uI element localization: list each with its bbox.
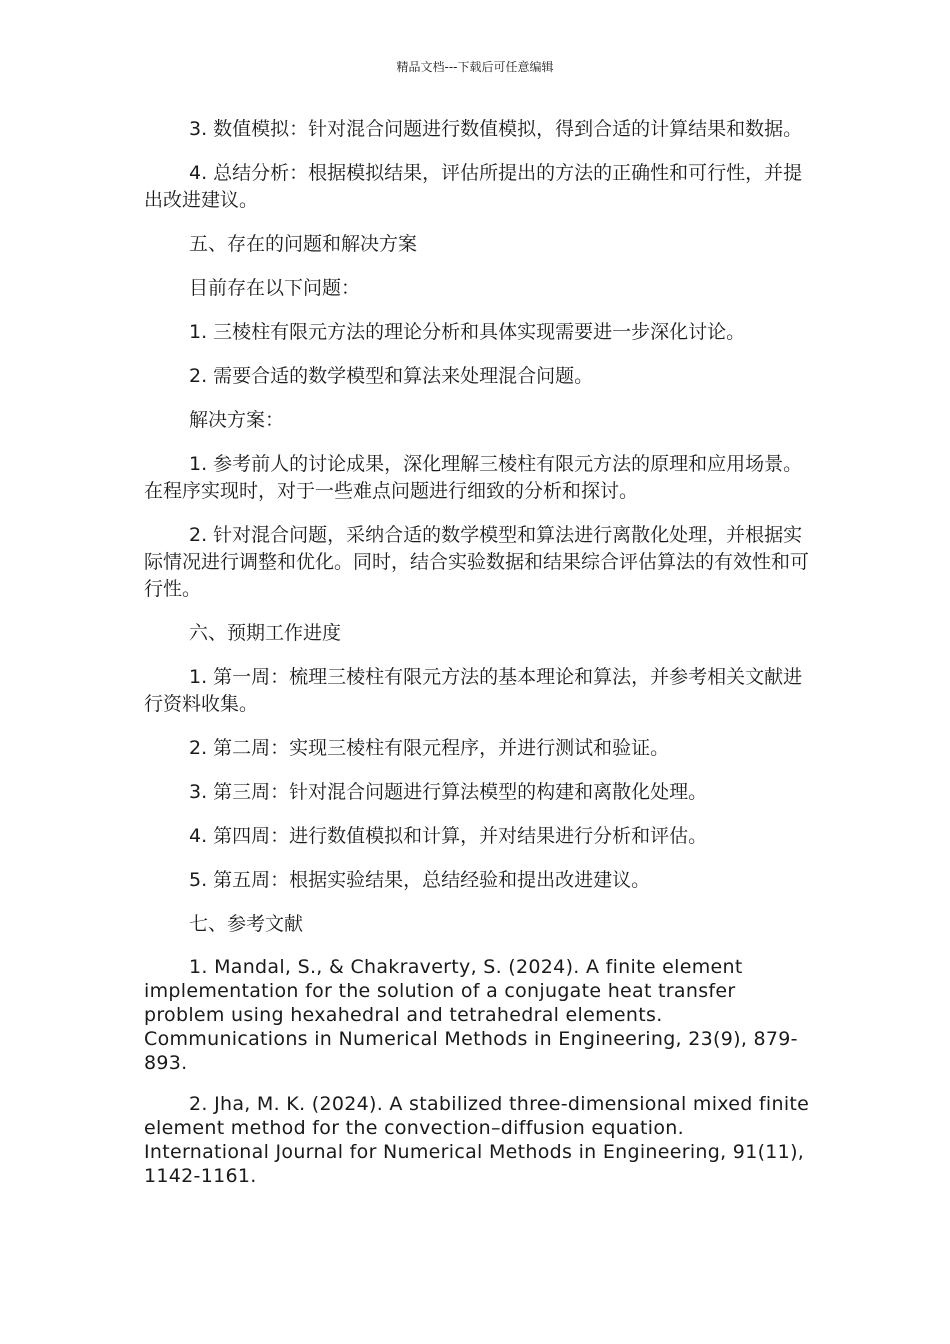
paragraph-week-5: 5. 第五周：根据实验结果，总结经验和提出改进建议。 (189, 869, 651, 891)
paragraph-step-3: 3. 数值模拟：针对混合问题进行数值模拟，得到合适的计算结果和数据。 (189, 118, 803, 140)
section-heading-5: 五、存在的问题和解决方案 (189, 233, 418, 255)
paragraph-solution-1: 1. 参考前人的讨论成果，深化理解三棱柱有限元方法的原理和应用场景。在程序实现时，对于一些难点问题进行细致的分析和探讨。 (144, 453, 803, 502)
paragraph-solutions-intro: 解决方案： (189, 409, 285, 431)
paragraph-week-2: 2. 第二周：实现三棱柱有限元程序，并进行测试和验证。 (189, 737, 670, 759)
paragraph-step-4: 4. 总结分析：根据模拟结果，评估所提出的方法的正确性和可行性，并提出改进建议。 (144, 162, 803, 211)
paragraph-week-1: 1. 第一周：梳理三棱柱有限元方法的基本理论和算法，并参考相关文献进行资料收集。 (144, 666, 803, 715)
document-body (144, 116, 810, 1205)
reference-2: 2. Jha, M. K. (2024). A stabilized three-dimensional mixed finite element method for the convection–diffusion equation. International Journal for Numerical Methods in Engineering, 91(11), 1142-1161. (144, 1093, 810, 1187)
reference-1: 1. Mandal, S., & Chakraverty, S. (2024). A finite element implementation for the solution of a conjugate heat transfer problem using hexahedral and tetrahedral elements. Communications in Numerical Methods in Engineering, 23(9), 879-893. (144, 956, 798, 1074)
paragraph-week-3: 3. 第三周：针对混合问题进行算法模型的构建和离散化处理。 (189, 781, 708, 803)
paragraph-solution-2: 2. 针对混合问题，采纳合适的数学模型和算法进行离散化处理，并根据实际情况进行调整和优化。同时，结合实验数据和结果综合评估算法的有效性和可行性。 (144, 524, 810, 600)
paragraph-problem-1: 1. 三棱柱有限元方法的理论分析和具体实现需要进一步深化讨论。 (189, 321, 746, 343)
section-heading-7: 七、参考文献 (189, 913, 304, 935)
paragraph-week-4: 4. 第四周：进行数值模拟和计算，并对结果进行分析和评估。 (189, 825, 708, 847)
section-heading-6: 六、预期工作进度 (189, 622, 342, 644)
paragraph-problem-2: 2. 需要合适的数学模型和算法来处理混合问题。 (189, 365, 594, 387)
page-header: 精品文档---下载后可任意编辑 (396, 60, 554, 74)
paragraph-problems-intro: 目前存在以下问题： (189, 277, 361, 299)
